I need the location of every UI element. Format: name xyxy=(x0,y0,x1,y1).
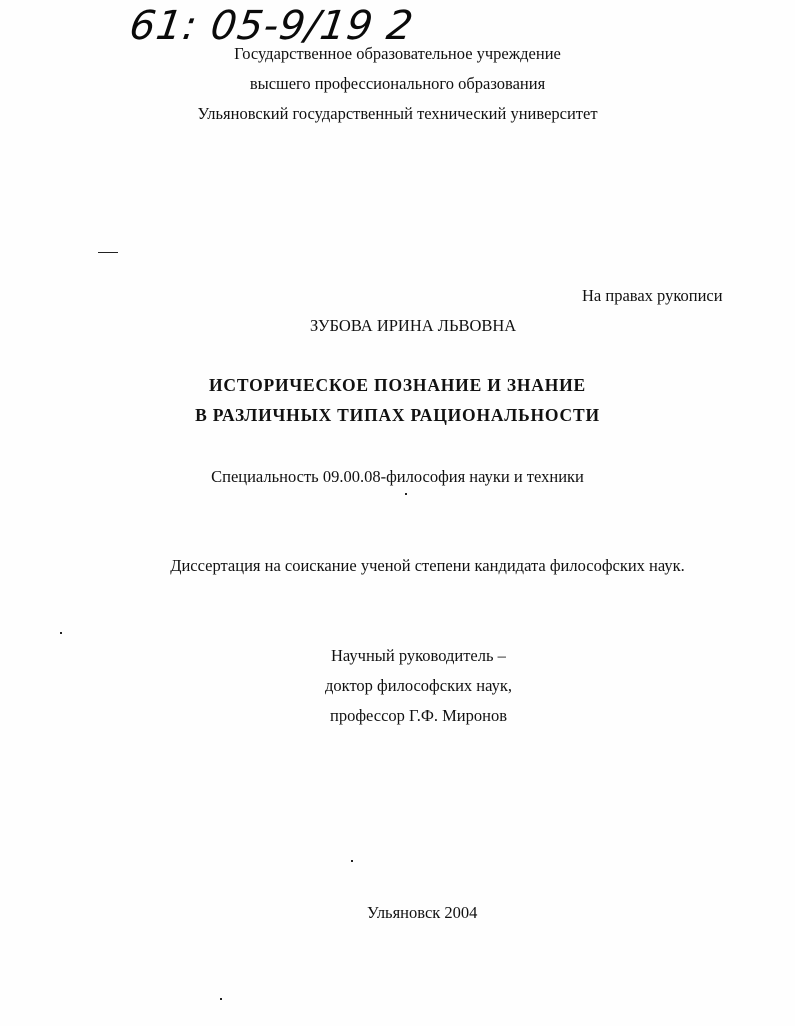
title-line-2: В РАЗЛИЧНЫХ ТИПАХ РАЦИОНАЛЬНОСТИ xyxy=(195,405,600,425)
stray-dot xyxy=(351,860,353,862)
supervisor-line-2: доктор философских наук, xyxy=(325,676,512,695)
institution-line-2: высшего профессионального образования xyxy=(249,74,546,93)
institution-line-3: Ульяновский государственный технический университет xyxy=(197,104,598,123)
stray-mark xyxy=(98,252,118,253)
handwritten-archive-mark: 61: 05-9/19 2 xyxy=(126,3,417,49)
title-line-1: ИСТОРИЧЕСКОЕ ПОЗНАНИЕ И ЗНАНИЕ xyxy=(208,375,587,395)
specialty: Специальность 09.00.08-философия науки и техники xyxy=(211,467,584,486)
institution-line-1: Государственное образовательное учреждение xyxy=(234,44,561,63)
city-year: Ульяновск 2004 xyxy=(367,903,478,922)
stray-dot xyxy=(220,998,222,1000)
stray-dot xyxy=(405,493,407,495)
stray-dot xyxy=(60,632,62,634)
supervisor-line-3: профессор Г.Ф. Миронов xyxy=(330,706,507,725)
rights-note: На правах рукописи xyxy=(582,286,723,305)
dissertation-statement: Диссертация на соискание ученой степени кандидата философских наук. xyxy=(170,556,685,575)
supervisor-line-1: Научный руководитель – xyxy=(331,646,506,665)
author-name: ЗУБОВА ИРИНА ЛЬВОВНА xyxy=(310,316,517,335)
